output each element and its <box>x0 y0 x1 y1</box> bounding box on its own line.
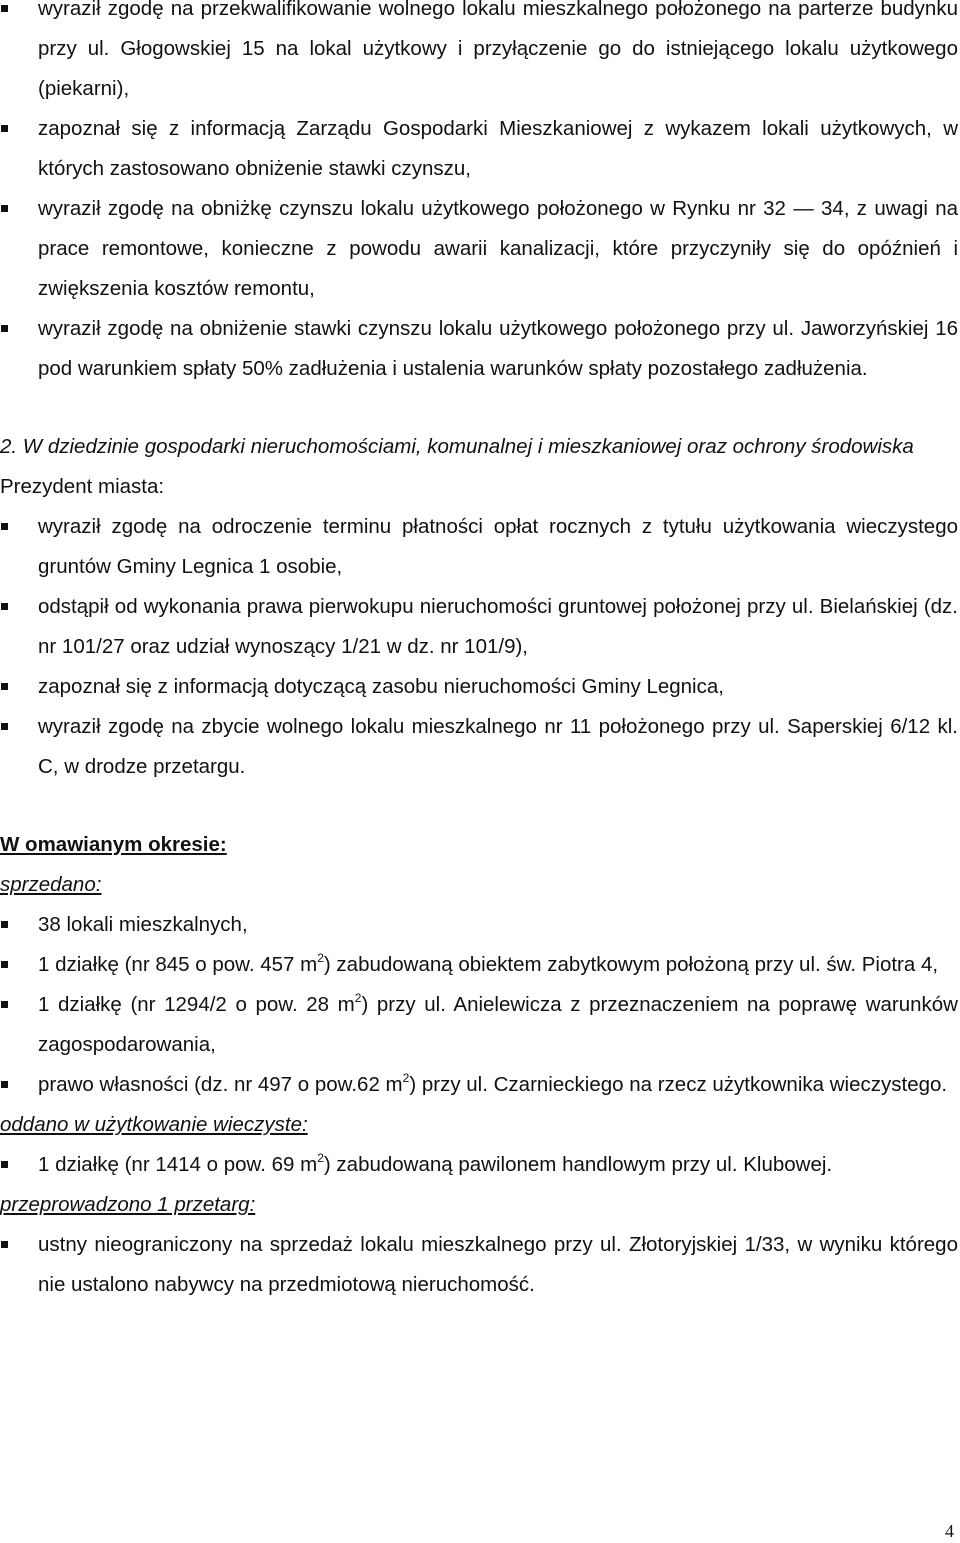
list-item-text: odstąpił od wykonania prawa pierwokupu nieruchomości gruntowej położonej przy ul. Bielańskiej (dz. nr 101/27 oraz udział wynoszący 1/21 w dz. nr 101/9), <box>38 595 958 658</box>
page-number: 4 <box>945 1521 954 1541</box>
section-heading: 2. W dziedzinie gospodarki nieruchomościami, komunalnej i mieszkaniowej oraz ochrony środowiska <box>0 435 914 458</box>
list-item-text: wyraził zgodę na odroczenie terminu płatności opłat rocznych z tytułu użytkowania wieczystego gruntów Gminy Legnica 1 osobie, <box>38 515 958 578</box>
perpetual-list <box>0 1145 960 1185</box>
list-item <box>0 1225 960 1305</box>
list-item <box>0 189 960 309</box>
list-item <box>0 667 960 707</box>
square-bullet-icon <box>1 603 8 610</box>
list-item <box>0 707 960 787</box>
list-item-text: zapoznał się z informacją dotyczącą zasobu nieruchomości Gminy Legnica, <box>38 675 724 698</box>
square-bullet-icon <box>1 683 8 690</box>
list-item <box>0 587 960 667</box>
square-bullet-icon <box>1 1081 8 1088</box>
section2-list <box>0 507 960 787</box>
list-item <box>0 309 960 389</box>
square-bullet-icon <box>1 723 8 730</box>
period-heading: W omawianym okresie: <box>0 833 227 856</box>
tender-list <box>0 1225 960 1305</box>
list-item-text: wyraził zgodę na obniżenie stawki czynszu lokalu użytkowego położonego przy ul. Jaworzyńskiej 16 pod warunkiem spłaty 50% zadłużenia i ustalenia warunków spłaty pozostałego zadłużenia. <box>38 317 958 380</box>
list-item-text: wyraził zgodę na przekwalifikowanie wolnego lokalu mieszkalnego położonego na parterze budynku przy ul. Głogowskiej 15 na lokal użytkowy i przyłączenie go do istniejącego lokalu użytkowego (piekarni), <box>38 0 958 100</box>
list-item-text: 1 działkę (nr 1414 o pow. 69 $m^2$) zabudowaną pawilonem handlowym przy ul. Klubowej. <box>38 1151 833 1176</box>
list-item <box>0 945 960 985</box>
list-item-text: wyraził zgodę na zbycie wolnego lokalu mieszkalnego nr 11 położonego przy ul. Saperskiej 6/12 kl. C, w drodze przetargu. <box>38 715 958 778</box>
list-item-text: ustny nieograniczony na sprzedaż lokalu mieszkalnego przy ul. Złotoryjskiej 1/33, w wyniku którego nie ustalono nabywcy na przedmiotową nieruchomość. <box>38 1233 958 1296</box>
perpetual-label: oddano w użytkowanie wieczyste: <box>0 1113 308 1136</box>
list-item-text: 38 lokali mieszkalnych, <box>38 913 248 936</box>
list-item <box>0 109 960 189</box>
square-bullet-icon <box>1 325 8 332</box>
square-bullet-icon <box>1 125 8 132</box>
square-bullet-icon <box>1 523 8 530</box>
list-item-text: 1 działkę (nr 1294/2 o pow. 28 $m^2$) przy ul. Anielewicza z przeznaczeniem na poprawę warunków zagospodarowania, <box>38 991 958 1056</box>
list-item <box>0 0 960 109</box>
sold-label: sprzedano: <box>0 873 102 896</box>
square-bullet-icon <box>1 205 8 212</box>
square-bullet-icon <box>1 1001 8 1008</box>
square-bullet-icon <box>1 921 8 928</box>
square-bullet-icon <box>1 5 8 12</box>
tender-label: przeprowadzono 1 przetarg: <box>0 1193 256 1216</box>
list-item-text: wyraził zgodę na obniżkę czynszu lokalu użytkowego położonego w Rynku nr 32 — 34, z uwagi na prace remontowe, konieczne z powodu awarii kanalizacji, które przyczyniły się do opóźnień i zwiększenia kosztów remontu, <box>38 197 958 300</box>
square-bullet-icon <box>1 1161 8 1168</box>
list-item <box>0 1065 960 1105</box>
square-bullet-icon <box>1 961 8 968</box>
square-bullet-icon <box>1 1241 8 1248</box>
continuation-list <box>0 0 960 389</box>
list-item <box>0 507 960 587</box>
list-item-text: zapoznał się z informacją Zarządu Gospodarki Mieszkaniowej z wykazem lokali użytkowych, w których zastosowano obniżenie stawki czynszu, <box>38 117 958 180</box>
list-item-text: 1 działkę (nr 845 o pow. 457 $m^2$) zabudowaną obiektem zabytkowym położoną przy ul. św. Piotra 4, <box>38 951 939 976</box>
list-item <box>0 985 960 1065</box>
list-item <box>0 1145 960 1185</box>
list-item-text: prawo własności (dz. nr 497 o pow.62 $m^2$) przy ul. Czarnieckiego na rzecz użytkownika wieczystego. <box>38 1071 948 1096</box>
section-intro: Prezydent miasta: <box>0 475 165 498</box>
sold-list <box>0 905 960 1105</box>
list-item <box>0 905 960 945</box>
